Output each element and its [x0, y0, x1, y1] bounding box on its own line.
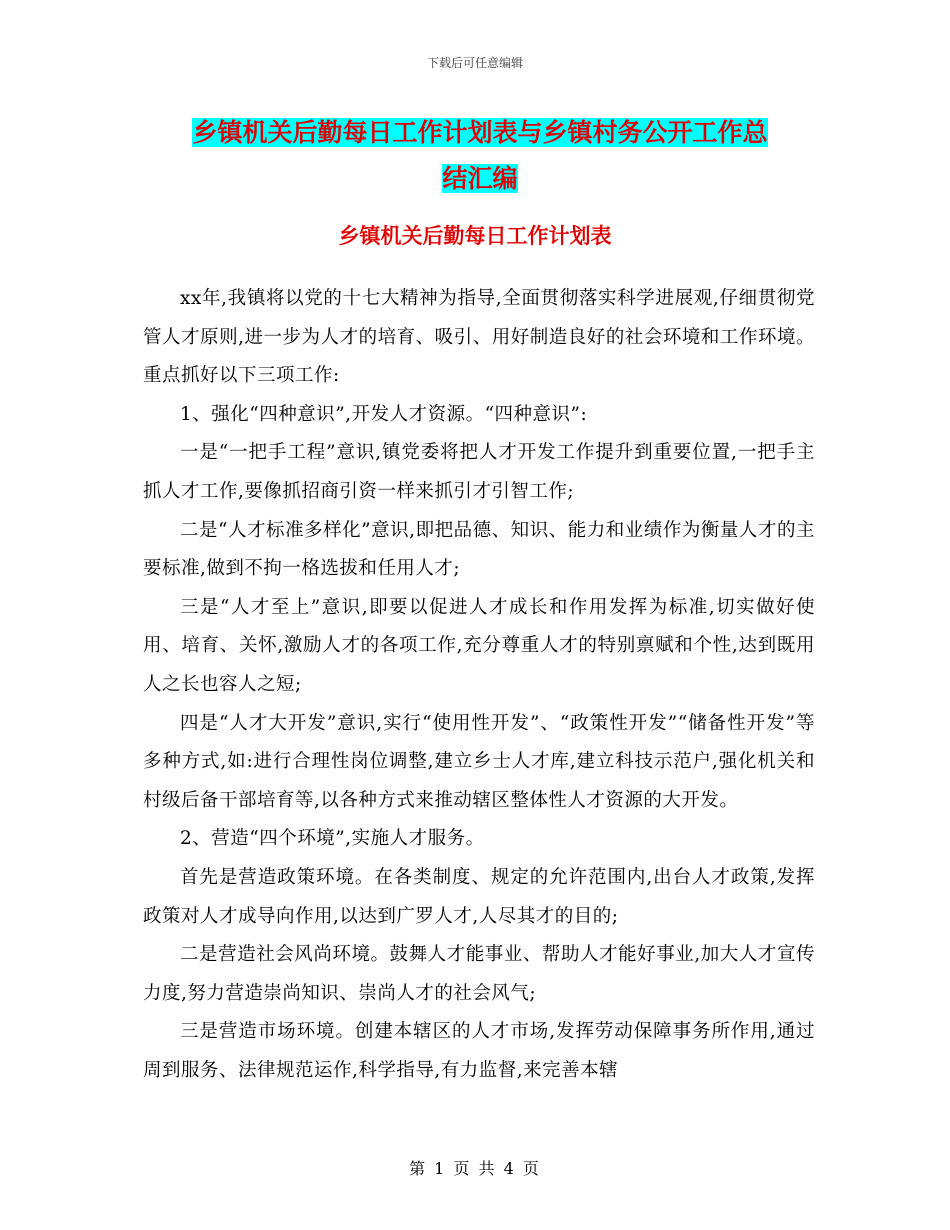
section-title: 乡镇机关后勤每日工作计划表: [338, 224, 612, 248]
document-title: [140, 110, 820, 202]
title-line-2: 结汇编: [442, 164, 518, 193]
paragraph: xx年,我镇将以党的十七大精神为指导,全面贯彻落实科学进展观,仔细贯彻党管人才原则,进一步为人才的培育、吸引、用好制造良好的社会环境和工作环境。重点抓好以下三项工作:: [143, 288, 815, 387]
paragraph: 一是“一把手工程”意识,镇党委将把人才开发工作提升到重要位置,一把手主抓人才工作,要像抓招商引资一样来抓引才引智工作;: [143, 442, 815, 502]
page-footer: 第 1 页 共 4 页: [409, 1159, 541, 1178]
paragraph: 二是“人才标准多样化”意识,即把品德、知识、能力和业绩作为衡量人才的主要标准,做到不拘一格选拔和任用人才;: [143, 519, 815, 580]
paragraph: 四是“人才大开发”意识,实行“使用性开发”、“政策性开发”“储备性开发”等多种方式,如:进行合理性岗位调整,建立乡士人才库,建立科技示范户,强化机关和村级后备干部培育等,以各种方式来推动辖区整体性人才资源的大开发。: [143, 712, 815, 811]
paragraph: 首先是营造政策环境。在各类制度、规定的允许范围内,出台人才政策,发挥政策对人才成导向作用,以达到广罗人才,人尽其才的目的;: [143, 866, 815, 927]
paragraph: 2、营造“四个环境”,实施人才服务。: [180, 828, 485, 850]
paragraph: 1、强化“四种意识”,开发人才资源。“四种意识”:: [180, 403, 588, 425]
title-line-1: 乡镇机关后勤每日工作计划表与乡镇村务公开工作总: [192, 118, 768, 147]
paragraph: 二是营造社会风尚环境。鼓舞人才能事业、帮助人才能好事业,加大人才宣传力度,努力营造崇尚知识、崇尚人才的社会风气;: [143, 944, 815, 1004]
paragraph: 三是“人才至上”意识,即要以促进人才成长和作用发挥为标准,切实做好使用、培育、关怀,激励人才的各项工作,充分尊重人才的特别禀赋和个性,达到既用人之长也容人之短;: [143, 596, 815, 695]
paragraph: 三是营造市场环境。创建本辖区的人才市场,发挥劳动保障事务所作用,通过周到服务、法律规范运作,科学指导,有力监督,来完善本辖: [143, 1021, 815, 1081]
header-note: 下载后可任意编辑: [426, 56, 523, 70]
document-body: [143, 280, 815, 1090]
